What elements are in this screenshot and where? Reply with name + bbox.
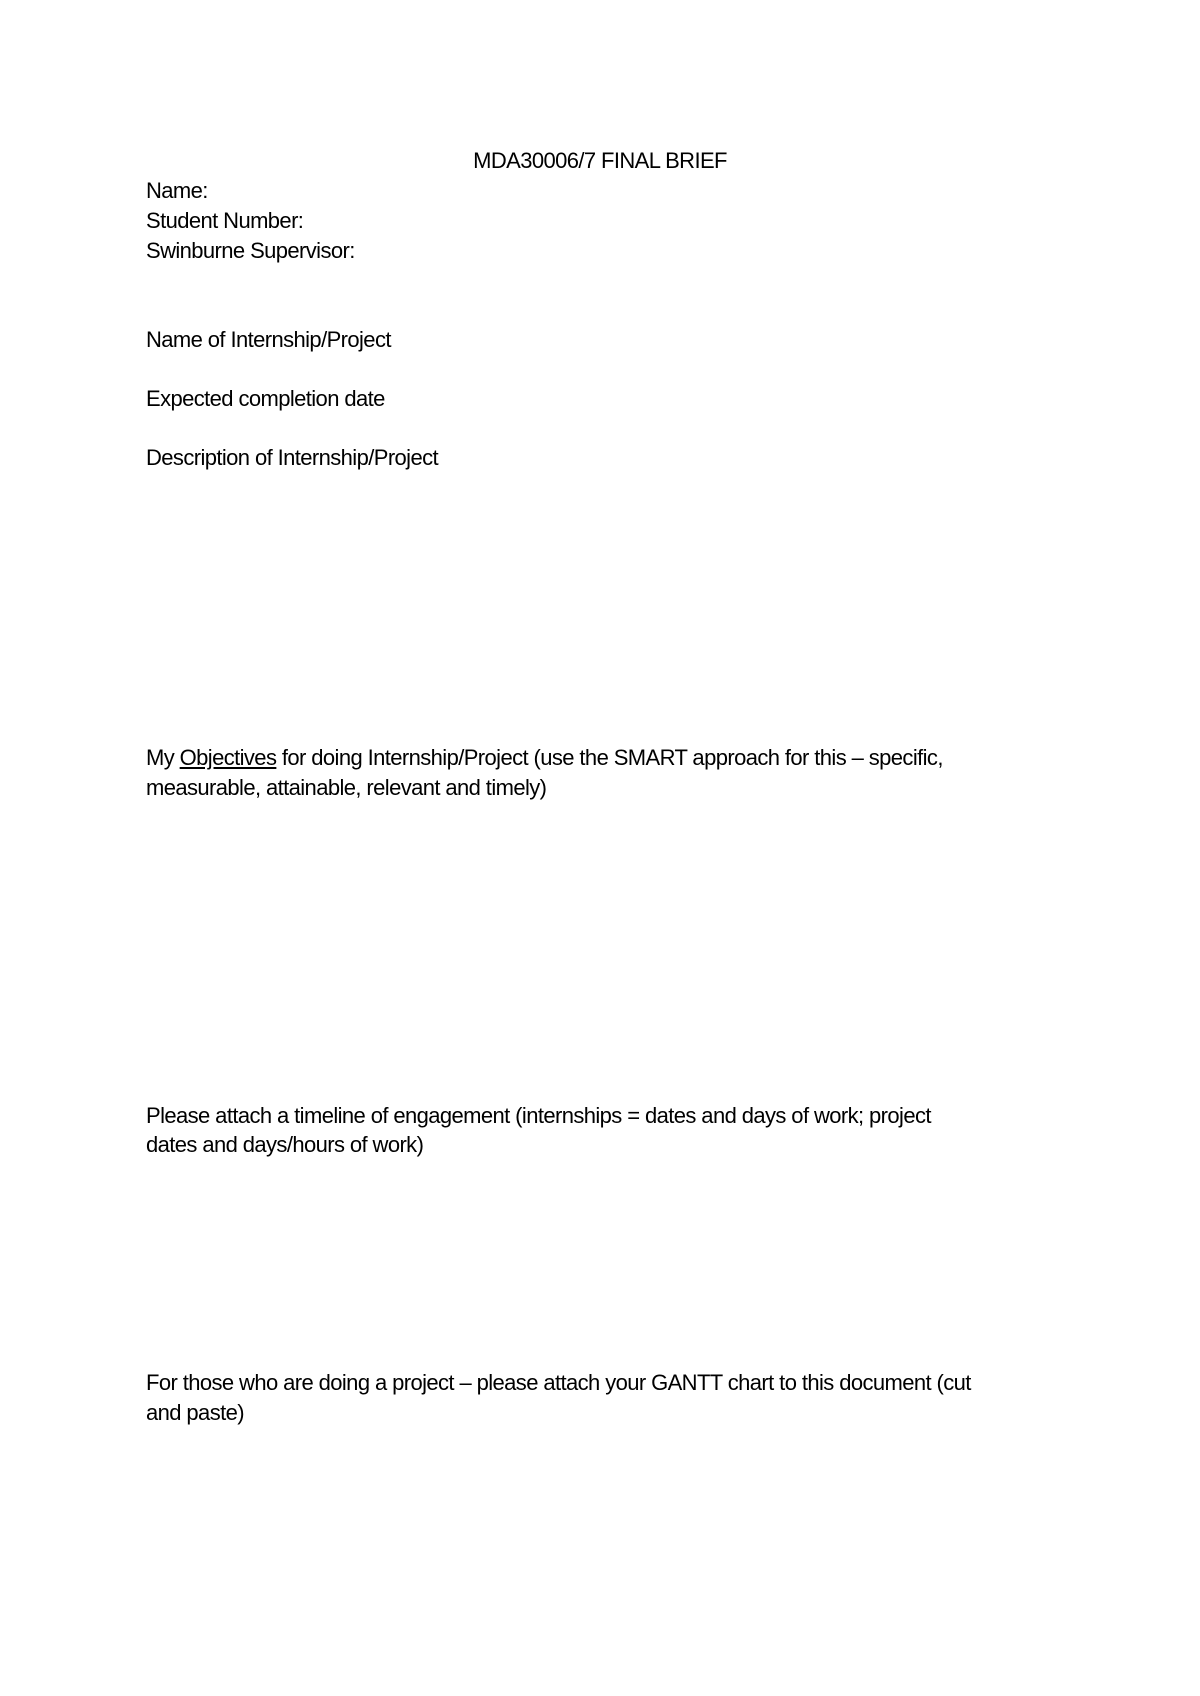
timeline-line-2: dates and days/hours of work) <box>146 1132 424 1157</box>
internship-name-heading: Name of Internship/Project <box>146 327 391 352</box>
timeline-line-1: Please attach a timeline of engagement (internships = dates and days of work; project <box>146 1103 931 1128</box>
document-title: MDA30006/7 FINAL BRIEF <box>473 148 727 173</box>
objectives-line-2: measurable, attainable, relevant and timely) <box>146 775 547 800</box>
gantt-line-1: For those who are doing a project – please attach your GANTT chart to this document (cut <box>146 1370 971 1395</box>
objectives-keyword: Objectives <box>179 745 277 770</box>
completion-date-heading: Expected completion date <box>146 386 385 411</box>
gantt-line-2: and paste) <box>146 1400 244 1425</box>
name-field-label: Name: <box>146 178 208 203</box>
student-number-field-label: Student Number: <box>146 208 304 233</box>
objectives-prefix: My <box>146 745 180 770</box>
objectives-line-1 <box>146 743 943 773</box>
supervisor-field-label: Swinburne Supervisor: <box>146 238 355 263</box>
description-heading: Description of Internship/Project <box>146 445 439 470</box>
objectives-line1-rest: for doing Internship/Project (use the SMART approach for this – specific, <box>276 745 943 770</box>
